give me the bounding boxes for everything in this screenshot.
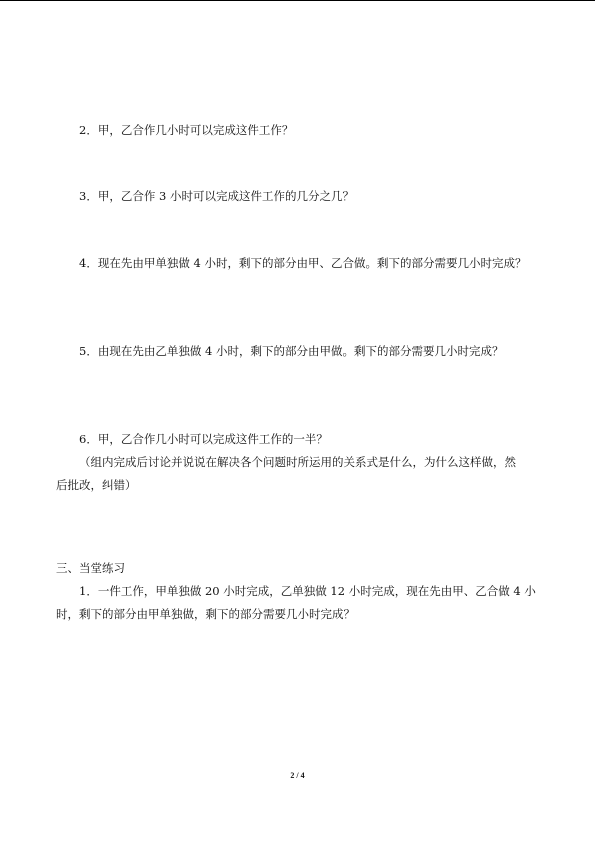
instruction-line-2: 后批改，纠错） (56, 478, 137, 492)
question-4: 4．现在先由甲单独做 4 小时，剩下的部分由甲、乙合做。剩下的部分需要几小时完成？ (79, 256, 527, 270)
exercise-1-line-1: 1．一件工作，甲单独做 20 小时完成，乙单独做 12 小时完成，现在先由甲、乙合做 4 小 (79, 584, 536, 598)
question-3: 3．甲，乙合作 3 小时可以完成这件工作的几分之几？ (79, 189, 354, 203)
section-heading: 三、当堂练习 (56, 561, 125, 575)
page-number: 2 / 4 (290, 771, 305, 780)
question-6: 6．甲，乙合作几小时可以完成这件工作的一半？ (79, 432, 328, 446)
exercise-1-line-2: 时，剩下的部分由甲单独做，剩下的部分需要几小时完成？ (56, 607, 355, 621)
page-top-border (0, 0, 595, 1)
question-2: 2．甲，乙合作几小时可以完成这件工作？ (79, 123, 294, 137)
instruction-line-1: （组内完成后讨论并说说在解决各个问题时所运用的关系式是什么，为什么这样做，然 (79, 455, 516, 469)
question-5: 5．由现在先由乙单独做 4 小时，剩下的部分由甲做。剩下的部分需要几小时完成？ (79, 344, 504, 358)
